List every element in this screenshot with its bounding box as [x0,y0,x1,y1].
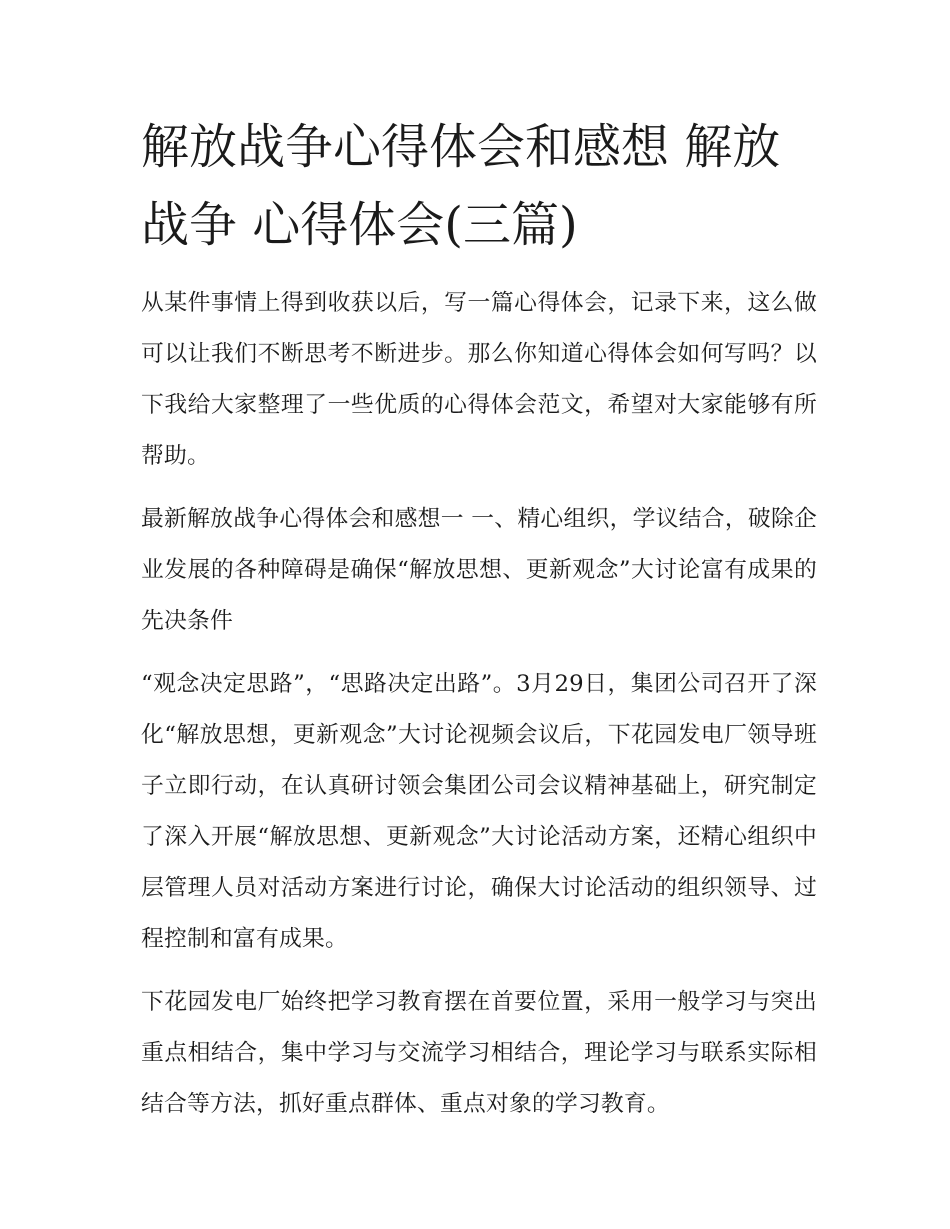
body-paragraph: 下花园发电厂始终把学习教育摆在首要位置，采用一般学习与突出重点相结合，集中学习与交流学习相结合，理论学习与联系实际相结合等方法，抓好重点群体、重点对象的学习教育。 [141,989,817,1117]
section-heading-paragraph: 最新解放战争心得体会和感想一 一、精心组织，学议结合，破除企业发展的各种障碍是确保“解放思想、更新观念”大讨论富有成果的先决条件 [141,506,817,634]
document-content [141,108,817,1130]
intro-paragraph: 从某件事情上得到收获以后，写一篇心得体会，记录下来，这么做可以让我们不断思考不断进步。那么你知道心得体会如何写吗？以下我给大家整理了一些优质的心得体会范文，希望对大家能够有所帮助。 [141,290,817,469]
body-paragraph: “观念决定思路”，“思路决定出路”。3月29日，集团公司召开了深化“解放思想，更新观念”大讨论视频会议后，下花园发电厂领导班子立即行动，在认真研讨领会集团公司会议精神基础上，研究制定了深入开展“解放思想、更新观念”大讨论活动方案，还精心组织中层管理人员对活动方案进行讨论，确保大讨论活动的组织领导、过程控制和富有成果。 [141,671,817,952]
document-title: 解放战争心得体会和感想 解放战争 心得体会(三篇) [141,119,781,253]
